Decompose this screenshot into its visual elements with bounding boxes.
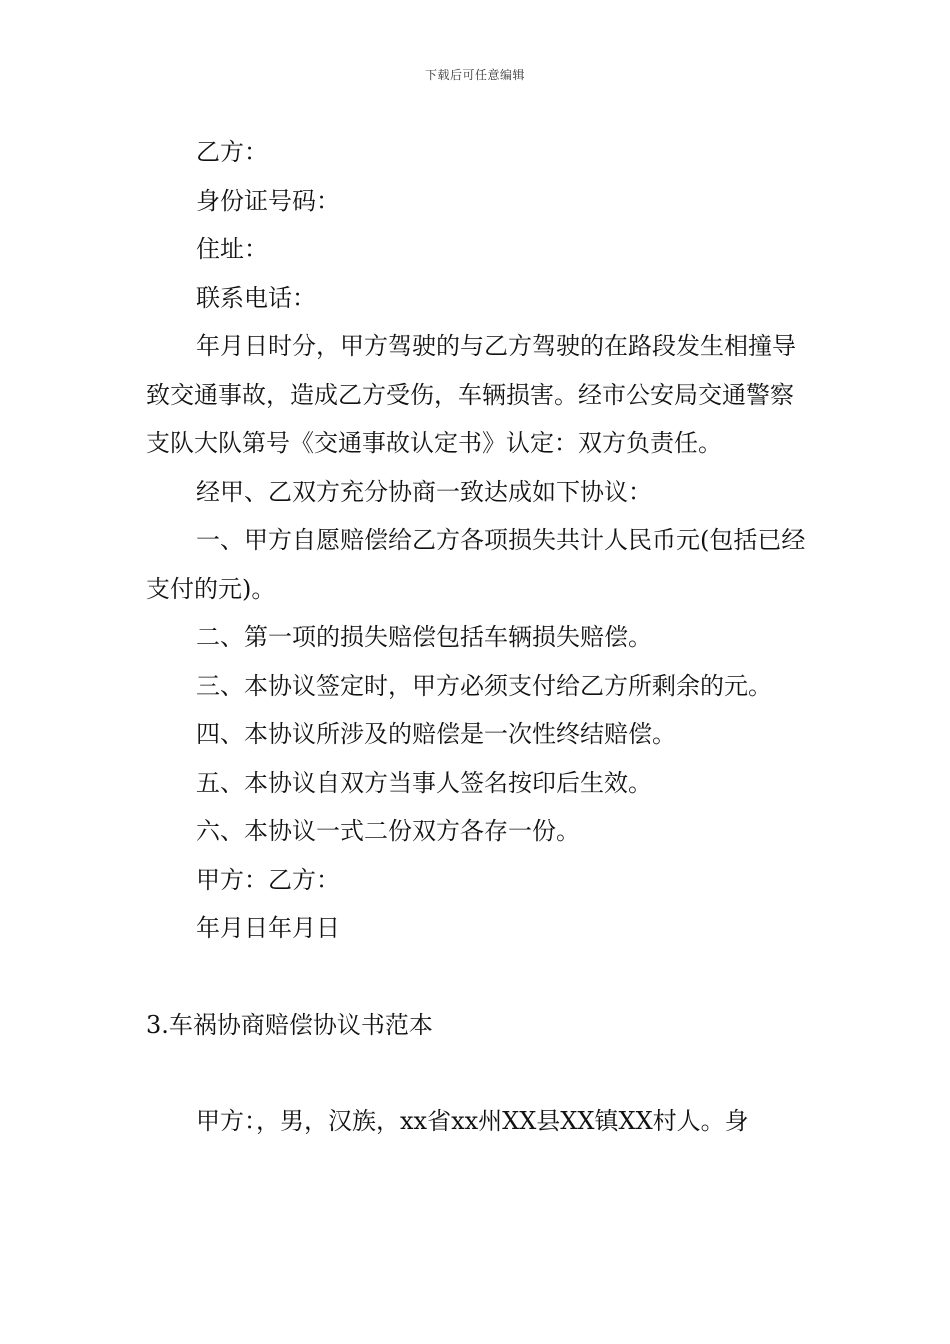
party-b-label: 乙方：: [196, 138, 268, 166]
party-b-phone-label: 联系电话：: [196, 283, 316, 312]
clause-3: 三、本协议签定时，甲方必须支付给乙方所剩余的元。: [196, 671, 772, 700]
agreement-intro: 经甲、乙双方充分协商一致达成如下协议：: [196, 477, 652, 506]
clause-5: 五、本协议自双方当事人签名按印后生效。: [196, 768, 652, 797]
header-note: 下载后可任意编辑: [424, 68, 525, 82]
signature-parties: 甲方：乙方：: [196, 865, 340, 894]
clause-6: 六、本协议一式二份双方各存一份。: [196, 817, 580, 845]
document-body: [146, 128, 810, 1146]
signature-dates: 年月日年月日: [196, 914, 340, 942]
party-b-address-label: 住址：: [196, 235, 268, 263]
section-3-title: 3.车祸协商赔偿协议书范本: [146, 1010, 433, 1039]
spacer: [146, 953, 810, 1001]
section-3-first-line: 甲方：，男，汉族，xx省xx州XX县XX镇XX村人。身: [196, 1107, 749, 1135]
clause-4: 四、本协议所涉及的赔偿是一次性终结赔偿。: [196, 720, 676, 748]
party-b-id-label: 身份证号码：: [196, 186, 340, 215]
clause-1: 一、甲方自愿赔偿给乙方各项损失共计人民币元(包括已经支付的元)。: [146, 526, 806, 603]
spacer: [146, 1049, 810, 1097]
clause-2: 二、第一项的损失赔偿包括车辆损失赔偿。: [196, 623, 652, 651]
incident-paragraph: 年月日时分，甲方驾驶的与乙方驾驶的在路段发生相撞导致交通事故，造成乙方受伤，车辆损害。经市公安局交通警察支队大队第号《交通事故认定书》认定：双方负责任。: [146, 332, 796, 457]
